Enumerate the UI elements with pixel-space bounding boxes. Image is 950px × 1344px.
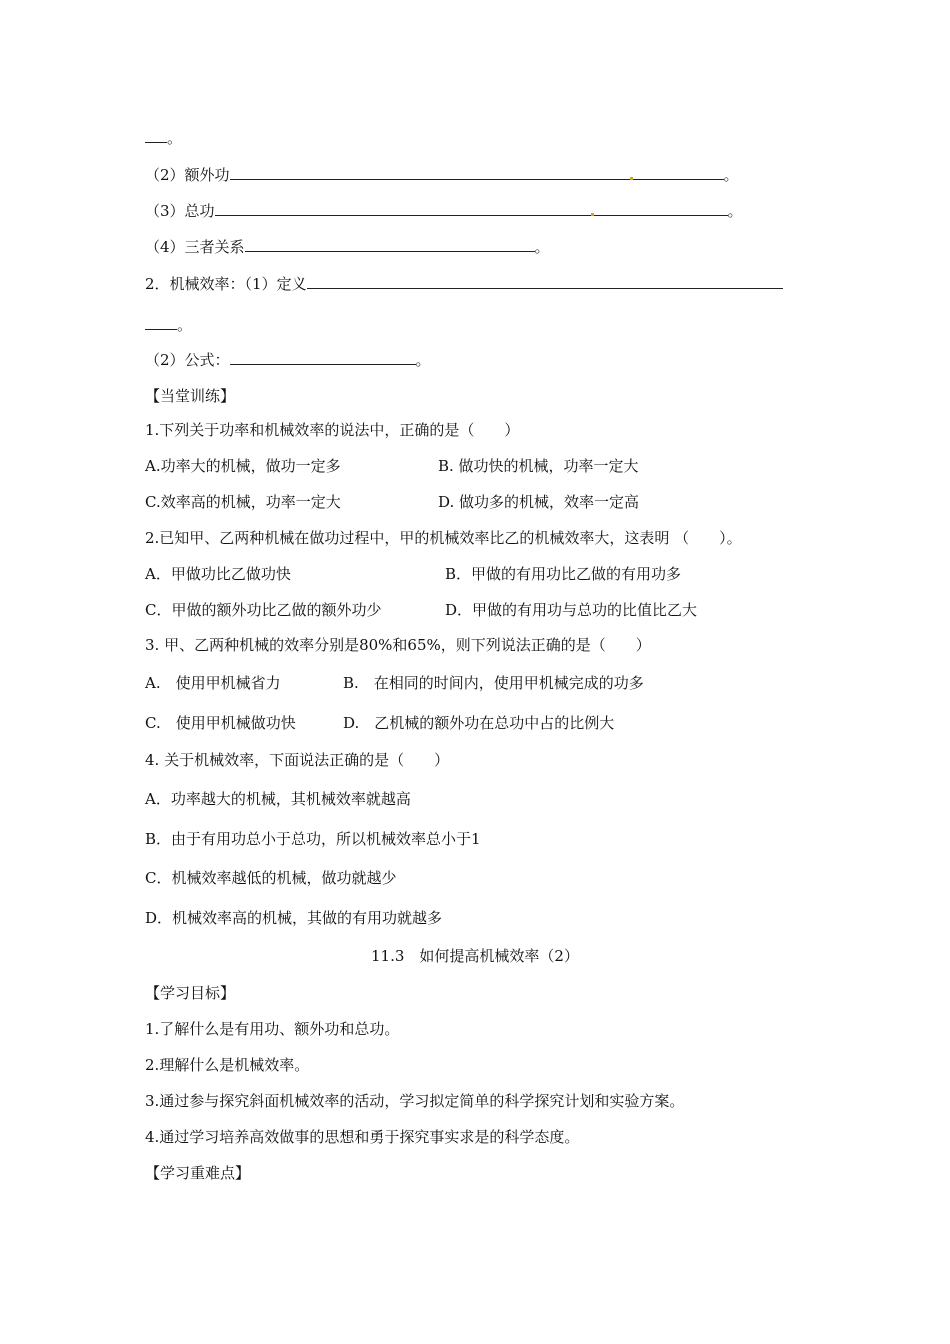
q4-option-b[interactable]: B．由于有用功总小于总功，所以机械效率总小于1 [145, 830, 481, 848]
key-points-heading: 【学习重难点】 [145, 1164, 251, 1182]
q3-option-b[interactable]: B. 在相同的时间内，使用甲机械完成的功多 [343, 674, 644, 692]
practice-heading: 【当堂训练】 [145, 387, 236, 405]
q4-stem: 4. 关于机械效率，下面说法正确的是（ ） [145, 751, 450, 769]
q4-option-c[interactable]: C．机械效率越低的机械，做功就越少 [145, 869, 397, 887]
q3-option-c[interactable]: C. 使用甲机械做功快 [145, 714, 296, 732]
q2-stem: 2.已知甲、乙两种机械在做功过程中，甲的机械效率比乙的机械效率大，这表明 （ ）。 [145, 529, 742, 547]
blank-definition[interactable] [307, 274, 783, 289]
definition-cont: 。 [145, 315, 192, 335]
q3-option-d[interactable]: D. 乙机械的额外功在总功中占的比例大 [343, 714, 615, 732]
efficiency-formula: （2）公式： 。 [145, 351, 431, 369]
q2-option-b[interactable]: B．甲做的有用功比乙做的有用功多 [445, 565, 682, 583]
q1-option-c[interactable]: C.效率高的机械，功率一定大 [145, 493, 341, 511]
goal-item: 3.通过参与探究斜面机械效率的活动，学习拟定简单的科学探究计划和实验方案。 [145, 1092, 685, 1110]
blank-total-work[interactable] [215, 201, 728, 216]
item1-tail: 。 [145, 128, 182, 148]
q4-option-d[interactable]: D．机械效率高的机械，其做的有用功就越多 [145, 909, 443, 927]
q3-option-a[interactable]: A. 使用甲机械省力 [145, 674, 281, 692]
q4-option-a[interactable]: A．功率越大的机械，其机械效率就越高 [145, 790, 411, 808]
blank-formula[interactable] [230, 350, 416, 365]
section-title: 11.3 如何提高机械效率（2） [371, 947, 579, 965]
item4-relation: （4）三者关系 。 [145, 238, 550, 256]
q2-option-a[interactable]: A．甲做功比乙做功快 [145, 565, 291, 583]
goals-heading: 【学习目标】 [145, 984, 236, 1002]
goal-item: 1.了解什么是有用功、额外功和总功。 [145, 1020, 400, 1038]
blank-relation[interactable] [245, 237, 535, 252]
q1-stem: 1.下列关于功率和机械效率的说法中，正确的是（ ） [145, 421, 520, 439]
q1-option-b[interactable]: B. 做功快的机械，功率一定大 [438, 457, 639, 475]
goal-item: 4.通过学习培养高效做事的思想和勇于探究事实求是的科学态度。 [145, 1128, 580, 1146]
blank-extra-work[interactable] [230, 165, 724, 180]
q1-option-a[interactable]: A.功率大的机械，做功一定多 [145, 457, 341, 475]
q2-option-c[interactable]: C．甲做的额外功比乙做的额外功少 [145, 601, 382, 619]
blank-definition-cont[interactable] [145, 315, 177, 330]
blank-item1-cont[interactable] [145, 128, 167, 143]
item2-extra-work: （2）额外功 。 [145, 166, 739, 184]
efficiency-definition: 2．机械效率：（1）定义 [145, 274, 783, 294]
q3-stem: 3. 甲、乙两种机械的效率分别是80%和65%，则下列说法正确的是（ ） [145, 636, 651, 654]
item3-total-work: （3）总功 。 [145, 202, 743, 220]
goal-item: 2.理解什么是机械效率。 [145, 1056, 310, 1074]
q2-option-d[interactable]: D．甲做的有用功与总功的比值比乙大 [445, 601, 698, 619]
q1-option-d[interactable]: D. 做功多的机械，效率一定高 [438, 493, 640, 511]
